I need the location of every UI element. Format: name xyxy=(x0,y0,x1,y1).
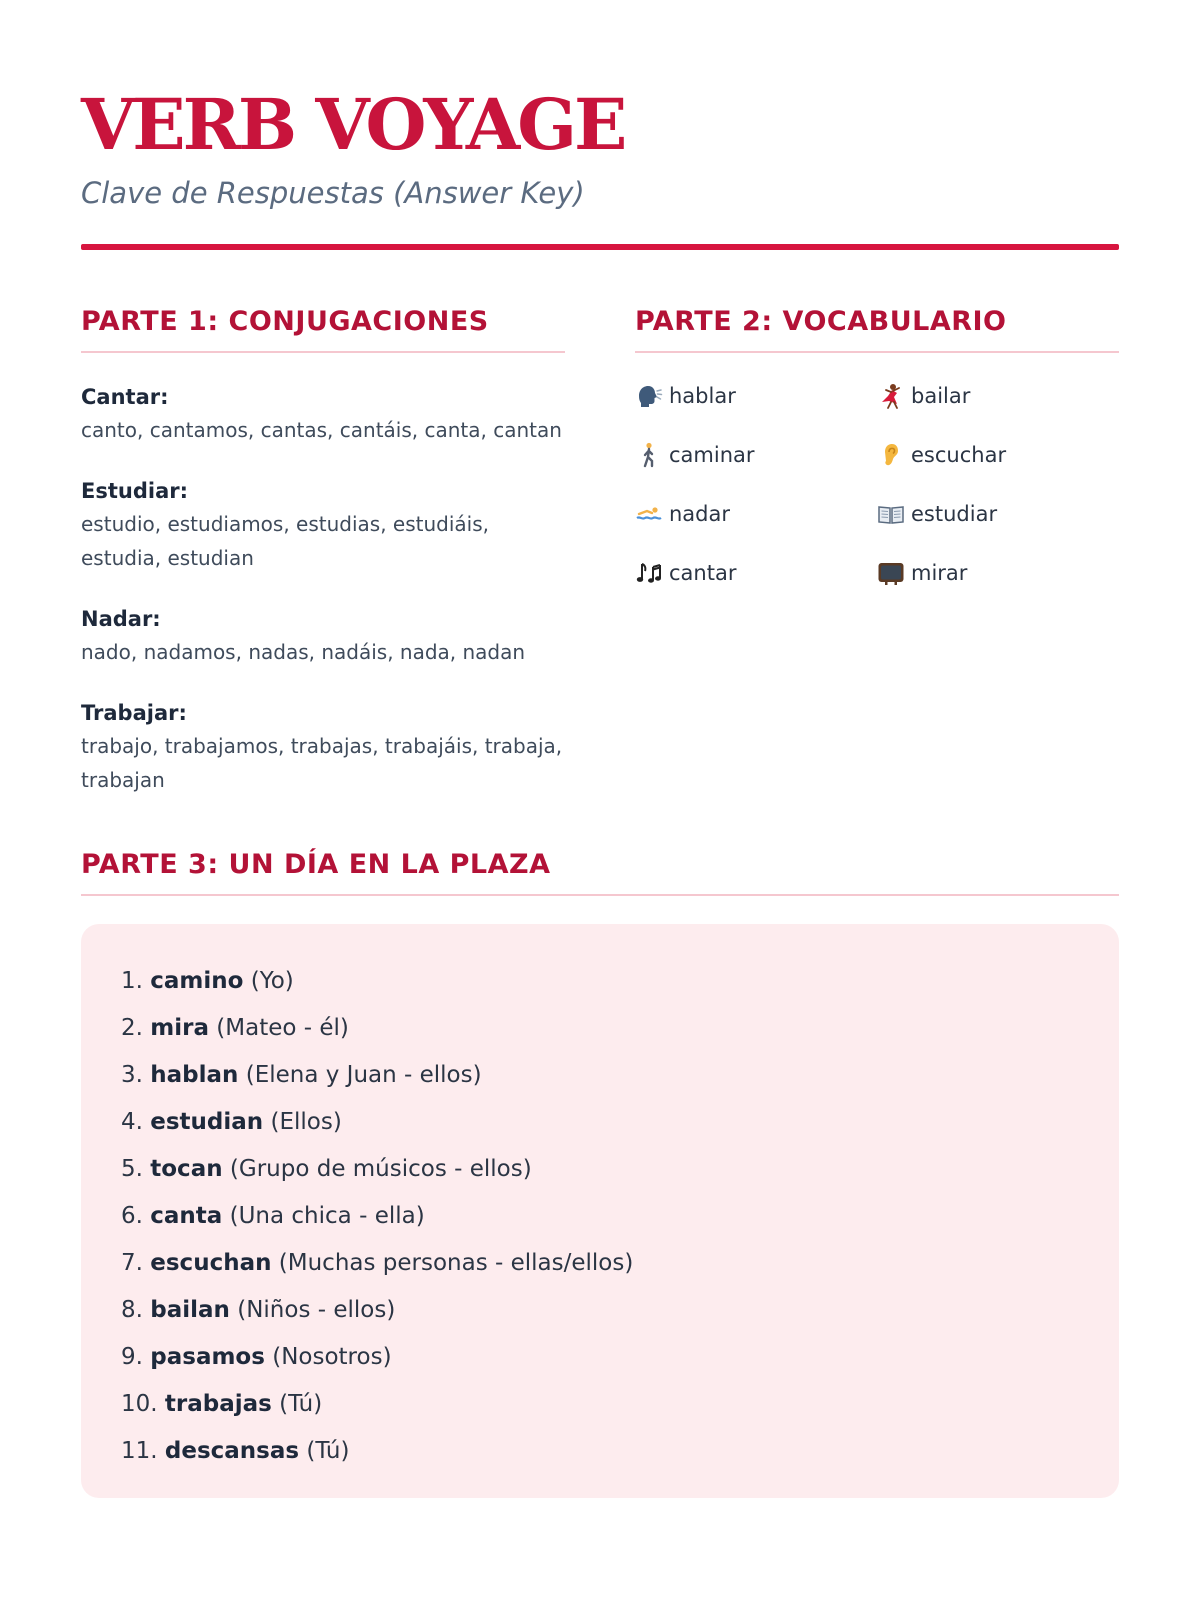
answer-hint: (Nosotros) xyxy=(272,1344,392,1370)
answer-number: 6. xyxy=(121,1203,143,1229)
part3-section xyxy=(81,849,1119,1498)
verb-block xyxy=(81,381,565,447)
answer-verb: escuchan xyxy=(150,1250,272,1276)
answer-item xyxy=(121,1240,1079,1287)
answer-verb: tocan xyxy=(150,1156,223,1182)
page-subtitle: Clave de Respuestas (Answer Key) xyxy=(81,176,585,210)
vocab-word: hablar xyxy=(669,383,736,408)
swimmer-icon xyxy=(635,500,663,528)
vocab-item xyxy=(877,438,1119,471)
answer-number: 5. xyxy=(121,1156,143,1182)
answer-hint: (Elena y Juan - ellos) xyxy=(245,1062,482,1088)
verb-forms: trabajo, trabajamos, trabajas, trabajáis, trabaja, trabajan xyxy=(81,734,563,792)
verb-block xyxy=(81,603,565,669)
answer-item xyxy=(121,1287,1079,1334)
vocab-item xyxy=(877,556,1119,589)
vocab-item xyxy=(877,379,1119,412)
answer-verb: descansas xyxy=(164,1438,300,1464)
verb-name: Trabajar: xyxy=(81,701,187,725)
answer-verb: estudian xyxy=(150,1109,264,1135)
answer-item xyxy=(121,1334,1079,1381)
answer-verb: bailan xyxy=(150,1297,230,1323)
verb-name: Cantar: xyxy=(81,385,169,409)
part1-heading: PARTE 1: CONJUGACIONES xyxy=(81,306,565,353)
vocab-item xyxy=(635,438,877,471)
vocab-item xyxy=(635,556,877,589)
answer-hint: (Tú) xyxy=(279,1391,323,1417)
verb-block xyxy=(81,697,565,797)
verb-forms: estudio, estudiamos, estudias, estudiáis, estudia, estudian xyxy=(81,512,490,570)
vocab-grid xyxy=(635,379,1119,589)
vocab-word: estudiar xyxy=(911,501,998,526)
musical-notes-icon xyxy=(635,559,663,587)
verb-forms: nado, nadamos, nadas, nadáis, nada, nadan xyxy=(81,640,526,664)
answer-item xyxy=(121,1381,1079,1428)
answer-number: 3. xyxy=(121,1062,143,1088)
answer-item xyxy=(121,958,1079,1005)
answer-hint: (Muchas personas - ellas/ellos) xyxy=(278,1250,634,1276)
answer-item xyxy=(121,1193,1079,1240)
vocab-item xyxy=(635,379,877,412)
part2-section xyxy=(635,306,1119,797)
title-divider xyxy=(81,244,1119,250)
answer-hint: (Niños - ellos) xyxy=(237,1297,396,1323)
vocab-item xyxy=(635,497,877,530)
vocab-word: cantar xyxy=(669,560,737,585)
parts-columns xyxy=(81,306,1119,797)
answer-hint: (Ellos) xyxy=(270,1109,342,1135)
answer-hint: (Yo) xyxy=(250,968,294,994)
television-icon xyxy=(877,559,905,587)
part1-section xyxy=(81,306,565,797)
vocab-item xyxy=(877,497,1119,530)
speaking-head-icon xyxy=(635,382,663,410)
dancer-icon xyxy=(877,382,905,410)
answer-verb: hablan xyxy=(150,1062,239,1088)
vocab-word: nadar xyxy=(669,501,731,526)
answer-verb: canta xyxy=(150,1203,223,1229)
answer-item xyxy=(121,1052,1079,1099)
answer-hint: (Grupo de músicos - ellos) xyxy=(229,1156,532,1182)
verb-forms: canto, cantamos, cantas, cantáis, canta, cantan xyxy=(81,418,562,442)
part3-heading: PARTE 3: UN DÍA EN LA PLAZA xyxy=(81,849,1119,896)
answer-item xyxy=(121,1005,1079,1052)
answer-item xyxy=(121,1428,1079,1475)
answer-verb: camino xyxy=(150,968,244,994)
answer-number: 10. xyxy=(121,1391,158,1417)
answer-number: 11. xyxy=(121,1438,158,1464)
vocab-word: escuchar xyxy=(911,442,1007,467)
verb-name: Estudiar: xyxy=(81,479,188,503)
answer-hint: (Mateo - él) xyxy=(216,1015,349,1041)
page-title: VERB VOYAGE xyxy=(81,83,625,166)
ear-icon xyxy=(877,441,905,469)
verb-name: Nadar: xyxy=(81,607,161,631)
answer-list xyxy=(121,958,1079,1475)
answer-verb: mira xyxy=(150,1015,209,1041)
verb-block xyxy=(81,475,565,575)
answer-number: 2. xyxy=(121,1015,143,1041)
answer-number: 1. xyxy=(121,968,143,994)
part2-heading: PARTE 2: VOCABULARIO xyxy=(635,306,1119,353)
answer-verb: pasamos xyxy=(150,1344,265,1370)
answer-number: 7. xyxy=(121,1250,143,1276)
answer-item xyxy=(121,1146,1079,1193)
answer-number: 4. xyxy=(121,1109,143,1135)
answer-verb: trabajas xyxy=(164,1391,272,1417)
open-book-icon xyxy=(877,500,905,528)
answer-number: 9. xyxy=(121,1344,143,1370)
vocab-word: mirar xyxy=(911,560,968,585)
answer-item xyxy=(121,1099,1079,1146)
answer-hint: (Tú) xyxy=(306,1438,350,1464)
vocab-word: bailar xyxy=(911,383,971,408)
vocab-word: caminar xyxy=(669,442,755,467)
answer-number: 8. xyxy=(121,1297,143,1323)
walking-person-icon xyxy=(635,441,663,469)
answer-box xyxy=(81,924,1119,1498)
answer-hint: (Una chica - ella) xyxy=(229,1203,425,1229)
